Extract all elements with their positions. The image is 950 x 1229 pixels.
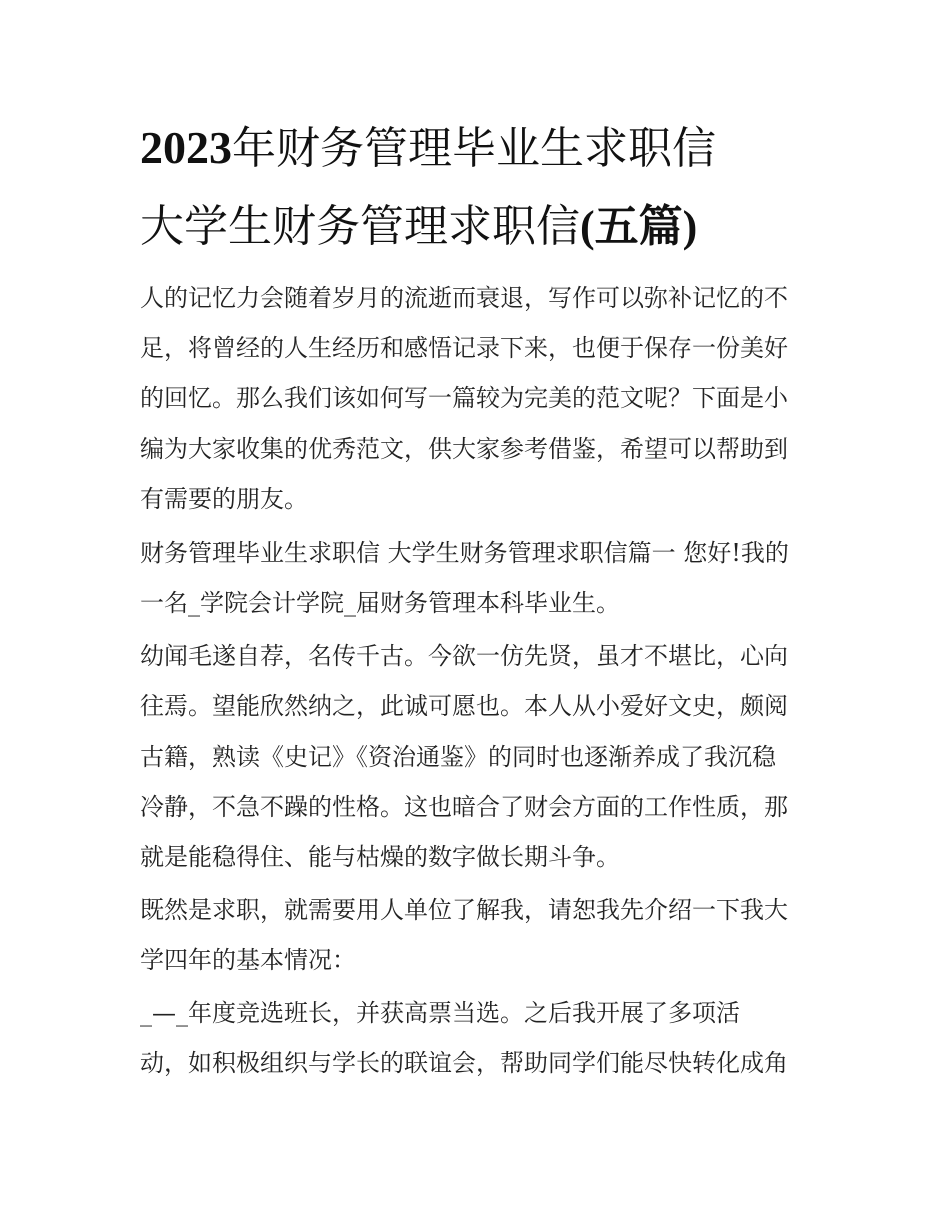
body-line: 往焉。望能欣然纳之，此诚可愿也。本人从小爱好文史，颇阅	[140, 692, 788, 720]
document-title-line-2	[140, 197, 820, 257]
title-paren: (五篇)	[580, 202, 698, 251]
title-year: 2023	[140, 122, 232, 173]
body-line: 的回忆。那么我们该如何写一篇较为完美的范文呢？下面是小	[140, 384, 788, 412]
body-line: 足，将曾经的人生经历和感悟记录下来，也便于保存一份美好	[140, 334, 788, 362]
body-line: 学四年的基本情况：	[140, 946, 356, 974]
body-line: 古籍，熟读《史记》《资治通鉴》的同时也逐渐养成了我沉稳	[140, 743, 776, 771]
title-text-2: 大学生财务管理求职信	[140, 201, 580, 252]
body-line: 动，如积极组织与学长的联谊会，帮助同学们能尽快转化成角	[140, 1049, 788, 1077]
body-line: 既然是求职，就需要用人单位了解我，请恕我先介绍一下我大	[140, 896, 788, 924]
body-line: 财务管理毕业生求职信 大学生财务管理求职信篇一 您好!我的	[140, 539, 789, 567]
document-title-line-1	[140, 118, 820, 178]
body-line: 就是能稳得住、能与枯燥的数字做长期斗争。	[140, 843, 620, 871]
body-line: 一名_学院会计学院_届财务管理本科毕业生。	[140, 589, 620, 617]
body-line: 幼闻毛遂自荐，名传千古。今欲一仿先贤，虽才不堪比，心向	[140, 642, 788, 670]
body-line: 冷静，不急不躁的性格。这也暗合了财会方面的工作性质，那	[140, 793, 788, 821]
body-line: 编为大家收集的优秀范文，供大家参考借鉴，希望可以帮助到	[140, 435, 788, 463]
body-line: 人的记忆力会随着岁月的流逝而衰退，写作可以弥补记忆的不	[140, 284, 788, 312]
body-line: _—_年度竞选班长，并获高票当选。之后我开展了多项活	[140, 999, 740, 1027]
title-text-1: 年财务管理毕业生求职信	[232, 123, 716, 174]
body-line: 有需要的朋友。	[140, 485, 308, 513]
